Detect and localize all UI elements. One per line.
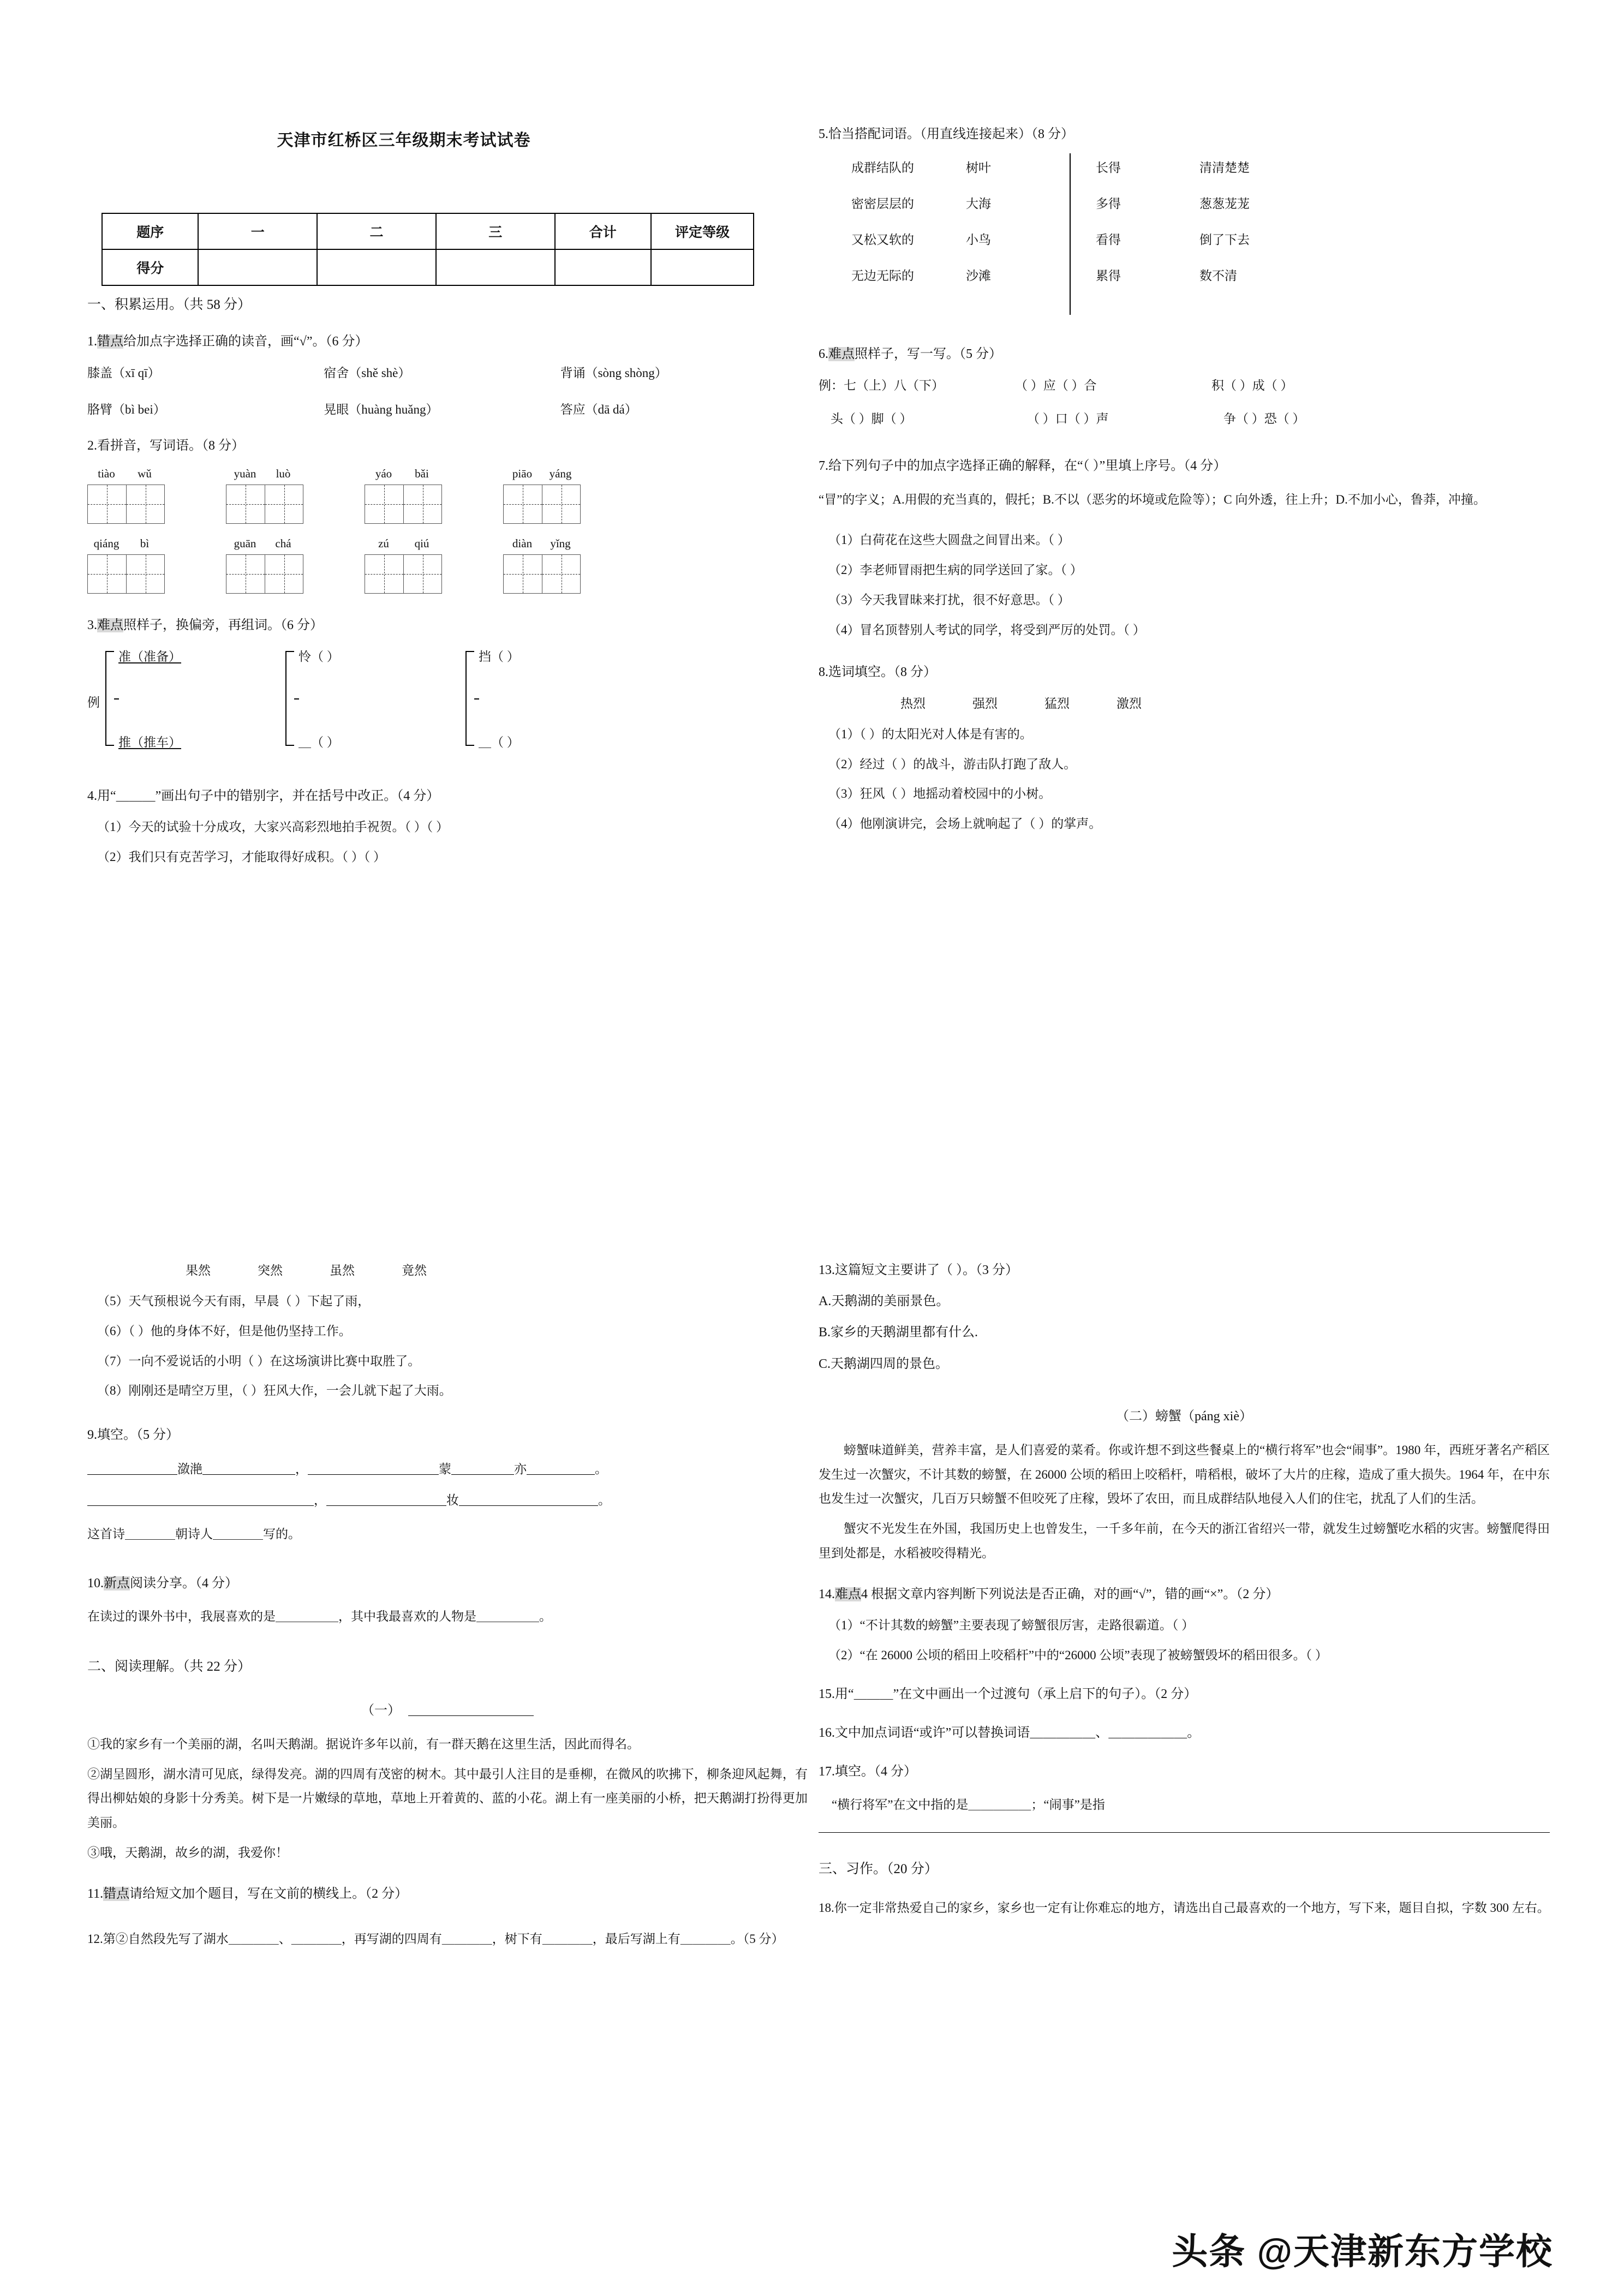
pinyin-label-row xyxy=(87,537,165,551)
idiom-blank[interactable]: 争（ ）恐（ ） xyxy=(1223,412,1305,426)
match-item[interactable]: 葱葱茏茏 xyxy=(1199,197,1250,211)
word-bank-item[interactable]: 强烈 xyxy=(972,696,998,710)
match-item[interactable]: 又松又软的 xyxy=(851,233,914,247)
passage-1-paragraph-0: ①我的家乡有一个美丽的湖，名叫天鹅湖。据说许多年以前，有一群天鹅在这里生活，因此而得名。 xyxy=(87,1737,640,1751)
score-cell[interactable] xyxy=(198,249,317,285)
question-1-prompt xyxy=(87,332,797,352)
question-14-prompt xyxy=(819,1585,1550,1605)
tianzige-cell[interactable] xyxy=(265,555,303,593)
pinyin-label: wǔ xyxy=(138,467,152,480)
watermark: 头条 @天津新东方学校 xyxy=(1172,2231,1553,2271)
match-item[interactable]: 倒了下去 xyxy=(1199,233,1250,247)
question-16-prompt[interactable] xyxy=(819,1723,1550,1743)
match-item[interactable]: 树叶 xyxy=(966,161,991,175)
score-table-col-0: 一 xyxy=(198,213,317,249)
passage-1-label: （一） xyxy=(361,1703,401,1718)
match-item[interactable]: 小鸟 xyxy=(966,233,991,247)
question-11-tag: 错点 xyxy=(103,1887,130,1902)
pinyin-label-row xyxy=(87,467,165,481)
word-bank-item[interactable]: 虽然 xyxy=(330,1264,355,1277)
question-13-prompt xyxy=(819,1260,1550,1281)
score-table-col-1: 二 xyxy=(317,213,436,249)
section-3-heading: 三、习作。（20 分） xyxy=(819,1862,938,1877)
passage-1-title-blank[interactable] xyxy=(408,1702,534,1716)
tianzige-cell[interactable] xyxy=(226,555,265,593)
brace-item-bottom[interactable]: ＿（ ） xyxy=(298,736,339,750)
question-6-tag: 难点 xyxy=(828,347,855,362)
score-cell[interactable] xyxy=(436,249,555,285)
word-bank-item[interactable]: 果然 xyxy=(186,1264,211,1277)
table-row xyxy=(102,249,754,285)
question-9-line-2[interactable]: 这首诗＿＿＿＿朝诗人＿＿＿＿写的。 xyxy=(87,1527,301,1541)
brace-bracket xyxy=(105,651,114,746)
question-7-number: 7. xyxy=(819,459,828,474)
tianzige-cell[interactable] xyxy=(365,485,403,523)
right-column-upper xyxy=(819,124,1550,844)
tianzige-cell[interactable] xyxy=(265,485,303,523)
question-8-item-4[interactable]: （5）天气预根说今天有雨，早晨（ ）下起了雨， xyxy=(97,1294,371,1308)
passage-2-paragraph-0: 螃蟹味道鲜美，营养丰富，是人们喜爱的菜肴。你或许想不到这些餐桌上的“横行将军”也会“闹事”。1980 年，西班牙著名产稻区发生过一次蟹灾，不计其数的螃蟹，在 26000 公顷的稻田上咬稻杆，啃稻根，破坏了大片的庄稼，造成了重大损失。1964 年，在中东也发生过一次蟹灾，几百万只螃蟹不但咬死了庄稼，毁坏了农田，而且成群结队地侵入人们的住宅，扰乱了人们的生活。 xyxy=(819,1443,1550,1506)
poem-word: 妆 xyxy=(446,1493,459,1507)
match-item[interactable]: 累得 xyxy=(1096,269,1121,283)
question-17-answer-line[interactable] xyxy=(819,1832,1550,1833)
section-1-heading: 一、积累运用。（共 58 分） xyxy=(87,297,252,312)
question-8-item-5[interactable]: （6）（ ）他的身体不好，但是他仍坚持工作。 xyxy=(97,1324,351,1338)
question-2-text: 看拼音，写词语。（8 分） xyxy=(97,438,244,453)
tianzige-cell[interactable] xyxy=(365,555,403,593)
question-15-text: 用“＿＿＿”在文中画出一个过渡句（承上启下的句子）。（2 分） xyxy=(835,1687,1197,1701)
question-14-tag: 难点 xyxy=(835,1587,861,1601)
score-table xyxy=(101,213,754,286)
tianzige-set[interactable] xyxy=(365,467,442,524)
pinyin-label: bì xyxy=(140,536,150,550)
pinyin-label: yuàn xyxy=(234,467,256,480)
brace-group-2[interactable] xyxy=(465,647,646,750)
pinyin-choice[interactable]: 晃眼（huàng huǎng） xyxy=(324,402,439,416)
question-13-number: 13. xyxy=(819,1263,835,1277)
poem-word: 蒙 xyxy=(439,1462,451,1476)
question-12-prompt[interactable] xyxy=(87,1927,808,1952)
question-10-body[interactable]: 在读过的课外书中，我展喜欢的是＿＿＿＿＿，其中我最喜欢的人物是＿＿＿＿＿。 xyxy=(87,1610,552,1624)
question-3-number: 3. xyxy=(87,618,97,632)
tianzige-set[interactable] xyxy=(226,467,303,524)
match-item[interactable]: 成群结队的 xyxy=(851,161,914,175)
question-11-text: 请给短文加个题目，写在文前的横线上。（2 分） xyxy=(129,1887,408,1902)
question-4-item-1[interactable]: （2）我们只有克苦学习，才能取得好成积。（ ）（ ） xyxy=(97,850,386,864)
page-title: 天津市红桥区三年级期末考试试卷 xyxy=(277,131,531,150)
question-3-brace-area xyxy=(87,647,797,756)
score-table-col-3: 合计 xyxy=(555,213,651,249)
question-15-prompt xyxy=(819,1684,1550,1705)
brace-item-bottom[interactable]: ＿（ ） xyxy=(479,736,520,750)
tianzige-grid[interactable] xyxy=(87,554,165,594)
match-item[interactable]: 沙滩 xyxy=(966,269,991,283)
pinyin-label-row xyxy=(226,537,303,551)
question-4-text: 用“＿＿＿”画出句子中的错别字，并在括号中改正。（4 分） xyxy=(97,789,440,804)
passage-1-title xyxy=(87,1699,808,1718)
question-13-text: 这篇短文主要讲了（ ）。（3 分） xyxy=(835,1263,1018,1277)
question-2-number: 2. xyxy=(87,438,97,453)
tianzige-cell[interactable] xyxy=(504,555,542,593)
score-cell[interactable] xyxy=(555,249,651,285)
match-column-right-a xyxy=(1096,158,1199,315)
question-3-example-label: 例 xyxy=(87,695,100,709)
tianzige-set[interactable] xyxy=(503,537,581,594)
question-14-item-0[interactable]: （1）“不计其数的螃蟹”主要表现了螃蟹很厉害，走路很霸道。（ ） xyxy=(828,1618,1195,1633)
question-12-text: 第②自然段先写了湖水＿＿＿＿、＿＿＿＿，再写湖的四周有＿＿＿＿，树下有＿＿＿＿，最后写湖上有＿＿＿＿。（5 分） xyxy=(103,1932,784,1946)
pinyin-label: yǐng xyxy=(550,536,571,550)
word-bank-item[interactable]: 竟然 xyxy=(402,1264,427,1277)
tianzige-cell[interactable] xyxy=(403,555,441,593)
question-6-text: 照样子，写一写。（5 分） xyxy=(855,347,1002,362)
question-1-row-0 xyxy=(87,363,797,381)
question-8-word-bank-2 xyxy=(186,1260,808,1278)
tianzige-grid[interactable] xyxy=(503,554,581,594)
match-item[interactable]: 多得 xyxy=(1096,197,1121,211)
tianzige-cell[interactable] xyxy=(542,485,580,523)
passage-2-paragraph-1: 蟹灾不光发生在外国，我国历史上也曾发生，一千多年前，在今天的浙江省绍兴一带，就发生过螃蟹吃水稻的灾害。螃蟹爬得田里到处都是，水稻被咬得精光。 xyxy=(819,1522,1550,1560)
match-column-left-a xyxy=(851,158,966,315)
score-cell[interactable] xyxy=(651,249,754,285)
question-8-item-7[interactable]: （8）刚刚还是晴空万里，（ ）狂风大作，一会儿就下起了大雨。 xyxy=(97,1384,452,1398)
pinyin-label: bǎi xyxy=(415,467,429,480)
idiom-blank[interactable]: （ ）口（ ）声 xyxy=(1027,412,1109,426)
tianzige-cell[interactable] xyxy=(403,485,441,523)
pinyin-label: guān xyxy=(234,536,256,550)
tianzige-cell[interactable] xyxy=(226,485,265,523)
tianzige-grid[interactable] xyxy=(365,554,442,594)
tianzige-cell[interactable] xyxy=(88,555,126,593)
question-9-text: 填空。（5 分） xyxy=(97,1428,179,1443)
poem-word: 潋滟 xyxy=(177,1462,202,1476)
tianzige-grid[interactable] xyxy=(226,554,303,594)
question-10-number: 10. xyxy=(87,1576,104,1591)
match-item[interactable]: 长得 xyxy=(1096,161,1121,175)
question-16-text: 文中加点词语“或许”可以替换词语＿＿＿＿＿、＿＿＿＿＿＿。 xyxy=(835,1725,1201,1740)
tianzige-cell[interactable] xyxy=(88,485,126,523)
idiom-blank[interactable]: 头（ ）脚（ ） xyxy=(831,412,912,426)
question-7-text: 给下列句子中的加点字选择正确的解释，在“（ ）”里填上序号。（4 分） xyxy=(828,459,1227,474)
question-11-prompt xyxy=(87,1884,808,1904)
question-8-item-0[interactable]: （1）（ ）的太阳光对人体是有害的。 xyxy=(828,727,1032,741)
question-13-option-b[interactable]: B.家乡的天鹅湖里都有什么. xyxy=(819,1325,978,1340)
question-7-prompt xyxy=(819,456,1550,476)
question-9-number: 9. xyxy=(87,1428,97,1443)
question-8-text: 选词填空。（8 分） xyxy=(828,665,936,679)
question-15-number: 15. xyxy=(819,1687,835,1701)
pinyin-choice[interactable]: 膝盖（xī qī） xyxy=(87,366,160,380)
passage-2-title: （二）螃蟹（páng xiè） xyxy=(1116,1409,1252,1424)
table-row xyxy=(102,213,754,249)
pinyin-label: qiáng xyxy=(93,536,120,550)
score-table-col-4: 评定等级 xyxy=(651,213,754,249)
match-column-right-b xyxy=(1199,158,1314,315)
passage-1-paragraph-2: ③哦，天鹅湖，故乡的湖，我爱你！ xyxy=(87,1846,288,1860)
pinyin-choice[interactable]: 答应（dā dá） xyxy=(560,402,637,416)
pinyin-label-row xyxy=(365,537,442,551)
question-14-item-1[interactable]: （2）“在 26000 公顷的稻田上咬稻杆”中的“26000 公顷”表现了被螃蟹毁坏的稻田很多。（ ） xyxy=(828,1648,1328,1662)
question-18-prompt xyxy=(819,1896,1550,1921)
question-3-text: 照样子，换偏旁，再组词。（6 分） xyxy=(123,618,323,632)
match-column-left-b xyxy=(966,158,1070,315)
question-8-item-1[interactable]: （2）经过（ ）的战斗，游击队打跑了敌人。 xyxy=(828,757,1077,771)
tianzige-set[interactable] xyxy=(365,537,442,594)
question-13-option-c[interactable]: C.天鹅湖四周的景色。 xyxy=(819,1356,949,1371)
tianzige-cell[interactable] xyxy=(504,485,542,523)
pinyin-label: zú xyxy=(378,536,389,550)
word-bank-item[interactable]: 激烈 xyxy=(1116,696,1142,710)
question-12-number: 12. xyxy=(87,1932,103,1946)
pinyin-label: piāo xyxy=(512,467,533,480)
idiom-blank[interactable]: （ ）应（ ）合 xyxy=(1015,379,1097,393)
question-4-number: 4. xyxy=(87,789,97,804)
tianzige-cell[interactable] xyxy=(542,555,580,593)
question-6-row-0 xyxy=(819,375,1550,393)
tianzige-set[interactable] xyxy=(87,467,165,524)
question-11-number: 11. xyxy=(87,1887,104,1902)
question-8-item-3[interactable]: （4）他刚演讲完，会场上就响起了（ ）的掌声。 xyxy=(828,817,1102,831)
pinyin-label: yáo xyxy=(375,467,392,480)
pinyin-choice[interactable]: 背诵（sòng shòng） xyxy=(560,366,667,380)
question-5-prompt xyxy=(819,124,1550,145)
question-10-text: 阅读分享。（4 分） xyxy=(130,1576,238,1591)
pinyin-label: qiú xyxy=(414,536,429,550)
tianzige-grid[interactable] xyxy=(87,485,165,524)
brace-group-1[interactable] xyxy=(285,647,465,750)
question-7-item-1[interactable]: （2）李老师冒雨把生病的同学送回了家。（ ） xyxy=(828,563,1083,577)
question-9-line-0[interactable]: 潋滟 ， 蒙 亦 。 xyxy=(87,1456,808,1482)
score-cell[interactable] xyxy=(317,249,436,285)
brace-bracket xyxy=(465,651,474,746)
question-18-text: 你一定非常热爱自己的家乡，家乡也一定有让你难忘的地方，请选出自己最喜欢的一个地方，写下来，题目自拟，字数 300 左右。 xyxy=(834,1900,1550,1915)
question-1-text: 给加点字选择正确的读音，画“√”。（6 分） xyxy=(123,334,368,349)
question-8-word-bank-1 xyxy=(900,693,1550,711)
question-6-number: 6. xyxy=(819,347,828,362)
score-table-row-label-1: 得分 xyxy=(102,249,198,285)
question-5-number: 5. xyxy=(819,127,828,141)
question-16-number: 16. xyxy=(819,1725,835,1740)
brace-item-top[interactable]: 怜（ ） xyxy=(298,650,339,664)
score-table-col-2: 三 xyxy=(436,213,555,249)
pinyin-label: luò xyxy=(276,467,291,480)
idiom-blank[interactable]: 例：七（上）八（下） xyxy=(819,379,944,393)
question-17-body[interactable]: “横行将军”在文中指的是＿＿＿＿＿；“闹事”是指 xyxy=(832,1798,1105,1812)
question-4-item-0[interactable]: （1）今天的试验十分成攻，大家兴高彩烈地拍手祝贺。（ ）（ ） xyxy=(97,820,449,834)
brace-item-top: 准（准备） xyxy=(118,650,181,664)
tianzige-grid[interactable] xyxy=(226,485,303,524)
question-14-number: 14. xyxy=(819,1587,835,1601)
left-column-upper xyxy=(87,295,797,877)
pinyin-label: diàn xyxy=(512,536,533,550)
question-9-line-1[interactable]: ， 妆 。 xyxy=(87,1487,808,1514)
question-4-prompt xyxy=(87,786,797,806)
question-18-number: 18. xyxy=(819,1900,834,1915)
question-10-prompt xyxy=(87,1574,808,1594)
match-item[interactable]: 密密层层的 xyxy=(851,197,914,211)
pinyin-label: chá xyxy=(275,536,291,550)
question-7-item-2[interactable]: （3）今天我冒昧来打扰，很不好意思。（ ） xyxy=(828,593,1070,607)
question-2-grid-row-0 xyxy=(87,467,797,524)
match-item[interactable]: 大海 xyxy=(966,197,991,211)
question-8-item-2[interactable]: （3）狂风（ ）地摇动着校园中的小树。 xyxy=(828,787,1052,801)
tianzige-set[interactable] xyxy=(87,537,165,594)
question-1-row-1 xyxy=(87,399,797,417)
pinyin-label-row xyxy=(503,537,581,551)
pinyin-choice[interactable]: 胳臂（bì bei） xyxy=(87,402,166,416)
pinyin-label-row xyxy=(365,467,442,481)
question-7-item-0[interactable]: （1）白荷花在这些大圆盘之间冒出来。（ ） xyxy=(828,533,1070,547)
pinyin-choice[interactable]: 宿舍（shě shè） xyxy=(324,366,411,380)
idiom-blank[interactable]: 积（ ）成（ ） xyxy=(1211,379,1293,393)
tianzige-cell[interactable] xyxy=(126,555,164,593)
match-item[interactable]: 无边无际的 xyxy=(851,269,914,283)
score-table-row-label-0: 题序 xyxy=(102,213,198,249)
pinyin-label: tiào xyxy=(98,467,115,480)
question-1-number: 1. xyxy=(87,334,97,349)
question-7-explanation: “冒”的字义；A.用假的充当真的，假托；B.不以（恶劣的坏境或危险等）；C 向外透，往上升；D.不加小心，鲁莽，冲撞。 xyxy=(819,492,1486,506)
brace-bracket xyxy=(285,651,294,746)
pinyin-label-row xyxy=(226,467,303,481)
question-3-prompt xyxy=(87,615,797,636)
pinyin-label-row xyxy=(503,467,581,481)
question-5-match-area xyxy=(851,158,1550,315)
match-item[interactable]: 清清楚楚 xyxy=(1199,161,1250,175)
section-2-heading: 二、阅读理解。（共 22 分） xyxy=(87,1659,252,1675)
question-2-grid-row-1 xyxy=(87,537,797,594)
question-7-item-3[interactable]: （4）冒名顶替别人考试的同学，将受到严厉的处罚。（ ） xyxy=(828,623,1145,637)
tianzige-set[interactable] xyxy=(226,537,303,594)
question-6-row-1 xyxy=(819,409,1550,427)
tianzige-grid[interactable] xyxy=(365,485,442,524)
brace-item-top[interactable]: 挡（ ） xyxy=(479,650,520,664)
right-column-lower xyxy=(819,1260,1550,1926)
question-3-tag: 难点 xyxy=(97,618,123,632)
brace-group-0[interactable] xyxy=(105,647,285,750)
question-8-item-6[interactable]: （7）一向不爱说话的小明（ ）在这场演讲比赛中取胜了。 xyxy=(97,1354,421,1368)
question-17-text: 填空。（4 分） xyxy=(835,1765,917,1779)
word-bank-item[interactable]: 突然 xyxy=(258,1264,283,1277)
question-6-prompt xyxy=(819,344,1550,364)
left-column-lower xyxy=(87,1260,808,1957)
match-divider xyxy=(1070,153,1071,315)
question-13-option-a[interactable]: A.天鹅湖的美丽景色。 xyxy=(819,1294,950,1309)
question-17-number: 17. xyxy=(819,1765,835,1779)
match-item[interactable]: 看得 xyxy=(1096,233,1121,247)
question-8-prompt xyxy=(819,662,1550,683)
brace-item-bottom: 推（推车） xyxy=(118,736,181,750)
question-8-number: 8. xyxy=(819,665,828,679)
question-10-tag: 新点 xyxy=(104,1576,130,1591)
tianzige-grid[interactable] xyxy=(503,485,581,524)
poem-word: 亦 xyxy=(514,1462,527,1476)
question-14-text: 4 根据文章内容判断下列说法是否正确，对的画“√”，错的画“×”。（2 分） xyxy=(861,1587,1279,1601)
word-bank-item[interactable]: 猛烈 xyxy=(1044,696,1070,710)
question-5-text: 恰当搭配词语。（用直线连接起来）（8 分） xyxy=(828,127,1074,141)
question-9-prompt xyxy=(87,1425,808,1445)
question-1-tag: 错点 xyxy=(97,334,123,349)
pinyin-label: yáng xyxy=(549,467,572,480)
word-bank-item[interactable]: 热烈 xyxy=(900,696,926,710)
question-2-prompt xyxy=(87,436,797,456)
match-item[interactable]: 数不清 xyxy=(1199,269,1237,283)
tianzige-set[interactable] xyxy=(503,467,581,524)
tianzige-cell[interactable] xyxy=(126,485,164,523)
passage-1-paragraph-1: ②湖呈圆形，湖水清可见底，绿得发亮。湖的四周有茂密的树木。其中最引人注目的是垂柳，在微风的吹拂下，柳条迎风起舞，有得出柳姑娘的身影十分秀美。树下是一片嫩绿的草地，草地上开着黄的、蓝的小花。湖上有一座美丽的小桥，把天鹅湖打扮得更加美丽。 xyxy=(87,1767,808,1830)
question-17-prompt xyxy=(819,1762,1550,1782)
